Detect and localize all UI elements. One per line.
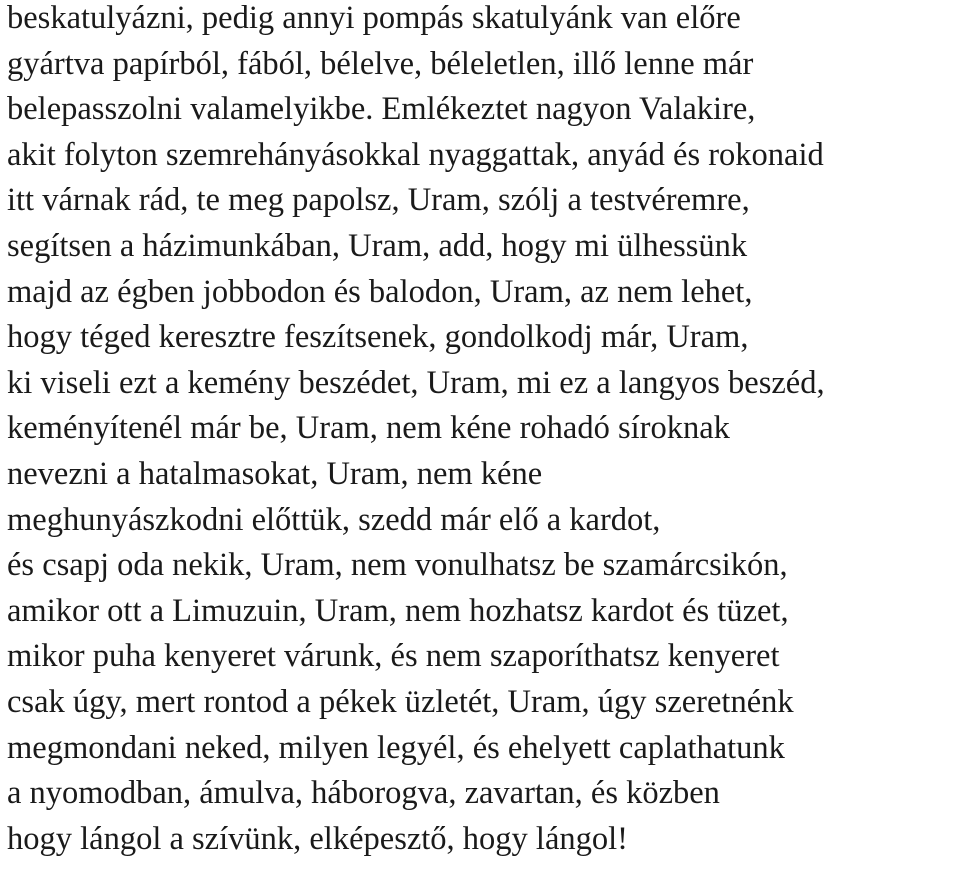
text-line: akit folyton szemrehányásokkal nyaggattak, anyád és rokonaid — [7, 136, 824, 173]
text-line: ki viseli ezt a kemény beszédet, Uram, mi ez a langyos beszéd, — [7, 364, 825, 401]
text-line: majd az égben jobbodon és balodon, Uram, az nem lehet, — [7, 273, 753, 310]
text-line: keményítenél már be, Uram, nem kéne rohadó síroknak — [7, 410, 730, 447]
text-line: nevezni a hatalmasokat, Uram, nem kéne — [7, 455, 543, 492]
text-line: hogy lángol a szívünk, elképesztő, hogy lángol! — [7, 820, 628, 857]
text-line: belepasszolni valamelyikbe. Emlékeztet nagyon Valakire, — [7, 91, 756, 128]
text-line: segítsen a házimunkában, Uram, add, hogy mi ülhessünk — [7, 227, 748, 264]
text-line: amikor ott a Limuzuin, Uram, nem hozhatsz kardot és tüzet, — [7, 592, 789, 629]
text-line: a nyomodban, ámulva, háborogva, zavartan, és közben — [7, 775, 720, 812]
text-line: és csapj oda nekik, Uram, nem vonulhatsz be szamárcsikón, — [7, 547, 788, 584]
text-line: megmondani neked, milyen legyél, és ehelyett caplathatunk — [7, 729, 785, 766]
text-line: gyártva papírból, fából, bélelve, béleletlen, illő lenne már — [7, 45, 754, 82]
text-line: itt várnak rád, te meg papolsz, Uram, szólj a testvéremre, — [7, 182, 750, 219]
text-line: beskatulyázni, pedig annyi pompás skatulyánk van előre — [7, 0, 741, 36]
poem-text-block — [7, 0, 825, 862]
text-line: csak úgy, mert rontod a pékek üzletét, Uram, úgy szeretnénk — [7, 683, 794, 720]
text-line: meghunyászkodni előttük, szedd már elő a kardot, — [7, 501, 661, 538]
text-line: mikor puha kenyeret várunk, és nem szaporíthatsz kenyeret — [7, 638, 780, 675]
text-line: hogy téged keresztre feszítsenek, gondolkodj már, Uram, — [7, 319, 749, 356]
